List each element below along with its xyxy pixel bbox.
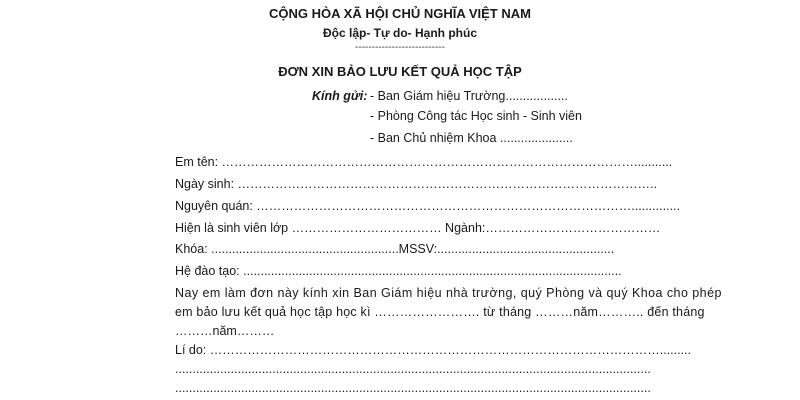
national-motto: Độc lập- Tự do- Hạnh phúc [322, 26, 477, 40]
request-paragraph-line-2: em bảo lưu kết quả học tập học kì ……………………. từ tháng ………năm……….. đến tháng [175, 305, 705, 319]
document-title: ĐƠN XIN BẢO LƯU KẾT QUẢ HỌC TẬP [278, 64, 522, 79]
reason-field: Lí do: ………………………………………………………………………………………………......... [175, 343, 692, 357]
recipient-label: Kính gửi: [312, 89, 368, 103]
recipient-faculty-board: - Ban Chủ nhiệm Khoa ..................... [370, 131, 573, 145]
recipient-school-board: - Ban Giám hiệu Trường.................. [370, 89, 568, 103]
field-class-and-major: Hiện là sinh viên lớp ……………………………… Ngành:…………………………………… [175, 221, 661, 235]
field-course-and-student-id: Khóa: ......................................................MSSV:................................................... [175, 242, 615, 256]
header-divider: --------------------------- [355, 42, 445, 53]
national-title: CỘNG HÒA XÃ HỘI CHỦ NGHĨA VIỆT NAM [269, 6, 531, 21]
field-date-of-birth: Ngày sinh: ……………………………………………………………………………………….. [175, 177, 657, 191]
recipient-student-affairs: - Phòng Công tác Học sinh - Sinh viên [370, 109, 582, 123]
request-paragraph-line-3: ………năm……… [175, 324, 275, 338]
field-training-program: Hệ đào tạo: ............................................................................................................. [175, 264, 622, 278]
request-paragraph-line-1: Nay em làm đơn này kính xin Ban Giám hiệu nhà trường, quý Phòng và quý Khoa cho phép [175, 286, 722, 300]
field-hometown: Nguyên quán: ……………………………………………………………………………….............. [175, 199, 680, 213]
reason-line-2: ......................................................................................................................................... [175, 362, 651, 376]
field-name: Em tên: ………………………………………………………………………………………........... [175, 155, 673, 169]
reason-line-3: ......................................................................................................................................... [175, 381, 651, 395]
